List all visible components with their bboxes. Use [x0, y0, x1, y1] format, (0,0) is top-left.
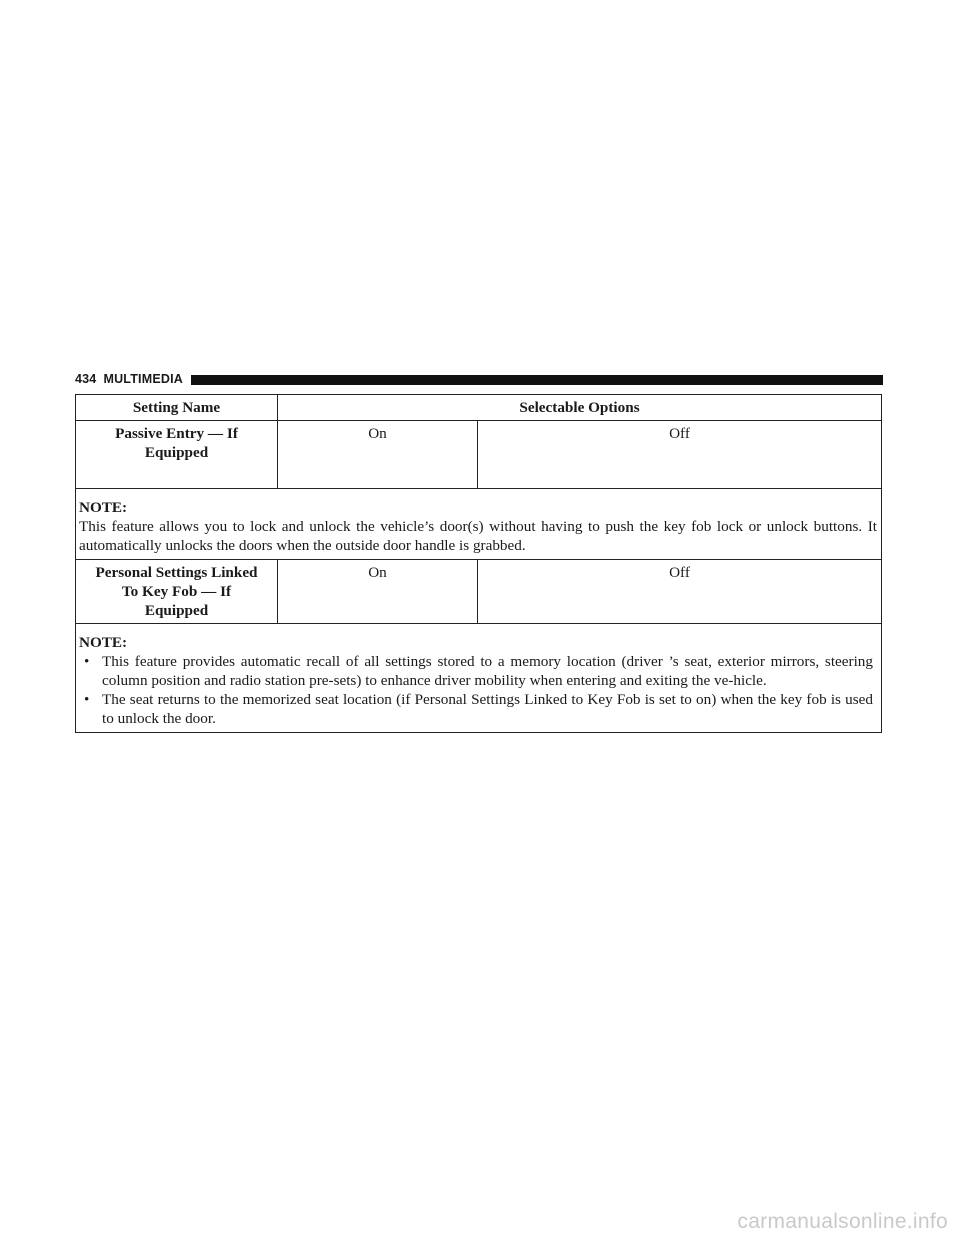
header-setting-name: Setting Name [76, 395, 278, 421]
header-rule [191, 375, 883, 385]
option-on-cell: On [278, 421, 478, 489]
setting-name-line: Personal Settings Linked [95, 564, 258, 581]
note-row [76, 489, 882, 560]
bullet-text: This feature provides automatic recall of all settings stored to a memory location (driver ’s seat, exterior mirrors, steering column position and radio station pre-sets) to enhance driver mobility when entering and exiting the ve-hicle. [102, 653, 873, 689]
setting-name-line: Equipped [144, 444, 209, 461]
section-title: MULTIMEDIA [103, 372, 184, 386]
settings-table [75, 394, 882, 733]
page-number: 434 [75, 372, 97, 386]
setting-name-cell [76, 560, 278, 624]
note-bullet-list [79, 652, 877, 728]
option-off-cell: Off [478, 560, 882, 624]
note-text: This feature allows you to lock and unlock the vehicle’s door(s) without having to push the key fob lock or unlock buttons. It automatically unlocks the doors when the outside door handle is grabbed. [79, 518, 877, 554]
setting-name-line: Passive Entry — If [115, 425, 238, 442]
setting-name-line: Equipped [144, 602, 209, 619]
bullet-text: The seat returns to the memorized seat location (if Personal Settings Linked to Key Fob is set to on) when the key fob is used to unlock the door. [102, 691, 873, 727]
setting-name-cell [76, 421, 278, 489]
note-label: NOTE: [79, 634, 128, 651]
table-row [76, 560, 882, 624]
table-header-row [76, 395, 882, 421]
note-label: NOTE: [79, 499, 128, 516]
list-item [79, 690, 877, 728]
note-row [76, 624, 882, 733]
bullet-icon: • [84, 653, 90, 670]
table-row [76, 421, 882, 489]
header-selectable-options: Selectable Options [278, 395, 882, 421]
note-cell [76, 624, 882, 733]
bullet-icon: • [84, 691, 90, 708]
note-cell [76, 489, 882, 560]
option-off-cell: Off [478, 421, 882, 489]
setting-name-line: To Key Fob — If [121, 583, 232, 600]
watermark: carmanualsonline.info [737, 1210, 948, 1233]
page-header [75, 371, 883, 387]
option-on-cell: On [278, 560, 478, 624]
list-item [79, 652, 877, 690]
